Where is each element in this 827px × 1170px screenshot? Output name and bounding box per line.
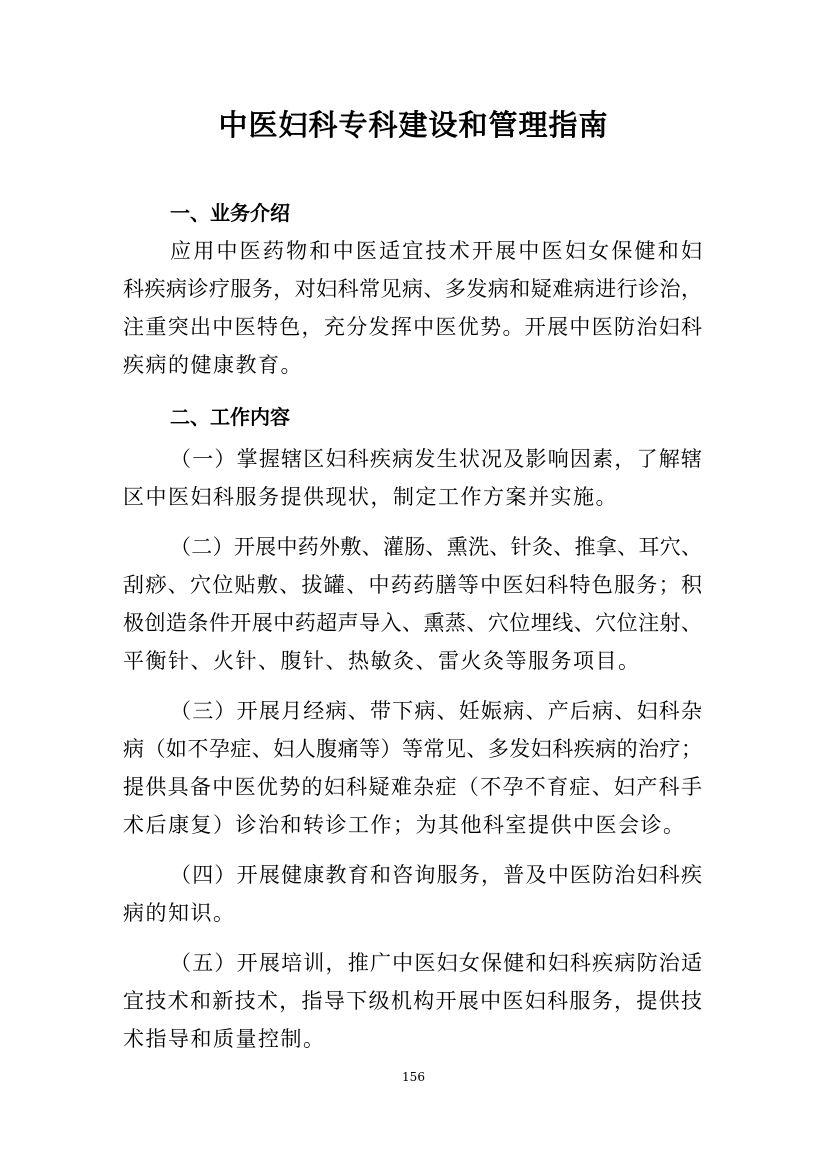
section-heading-business-intro: 一、业务介绍 [170, 201, 290, 225]
text-line: 宜技术和新技术，指导下级机构开展中医妇科服务，提供技 [123, 989, 702, 1013]
text-line: 术指导和质量控制。 [123, 1027, 326, 1051]
document-title: 中医妇科专科建设和管理指南 [218, 108, 609, 142]
text-line: 科疾病诊疗服务，对妇科常见病、多发病和疑难病进行诊治， [123, 277, 702, 301]
text-line: （二）开展中药外敷、灌肠、熏洗、针灸、推拿、耳穴、 [170, 535, 702, 559]
paragraph-item-3 [123, 692, 702, 844]
text-line: 应用中医药物和中医适宜技术开展中医妇女保健和妇 [170, 239, 702, 263]
text-line: （三）开展月经病、带下病、妊娠病、产后病、妇科杂 [170, 699, 702, 723]
document-body [123, 194, 702, 1058]
paragraph-business-intro [123, 232, 702, 384]
text-line: 区中医妇科服务提供现状，制定工作方案并实施。 [123, 485, 618, 509]
text-line: 平衡针、火针、腹针、热敏灸、雷火灸等服务项目。 [123, 649, 641, 673]
page-number: 156 [402, 1070, 425, 1084]
paragraph-item-5 [123, 944, 702, 1058]
text-line: 极创造条件开展中药超声导入、熏蒸、穴位埋线、穴位注射、 [123, 611, 702, 635]
paragraph-item-1 [123, 440, 702, 516]
text-line: 疾病的健康教育。 [123, 353, 303, 377]
text-line: （四）开展健康教育和咨询服务，普及中医防治妇科疾 [170, 863, 702, 887]
text-line: （五）开展培训，推广中医妇女保健和妇科疾病防治适 [170, 951, 702, 975]
text-line: （一）掌握辖区妇科疾病发生状况及影响因素，了解辖 [170, 447, 702, 471]
text-line: 刮痧、穴位贴敷、拔罐、中药药膳等中医妇科特色服务；积 [123, 573, 702, 597]
paragraph-item-2 [123, 528, 702, 680]
text-line: 病（如不孕症、妇人腹痛等）等常见、多发妇科疾病的治疗； [123, 737, 702, 761]
text-line: 术后康复）诊治和转诊工作；为其他科室提供中医会诊。 [123, 813, 686, 837]
text-line: 注重突出中医特色，充分发挥中医优势。开展中医防治妇科 [123, 315, 702, 339]
text-line: 病的知识。 [123, 901, 236, 925]
text-line: 提供具备中医优势的妇科疑难杂症（不孕不育症、妇产科手 [123, 775, 702, 799]
section-heading-work-content: 二、工作内容 [170, 405, 290, 429]
paragraph-item-4 [123, 856, 702, 932]
